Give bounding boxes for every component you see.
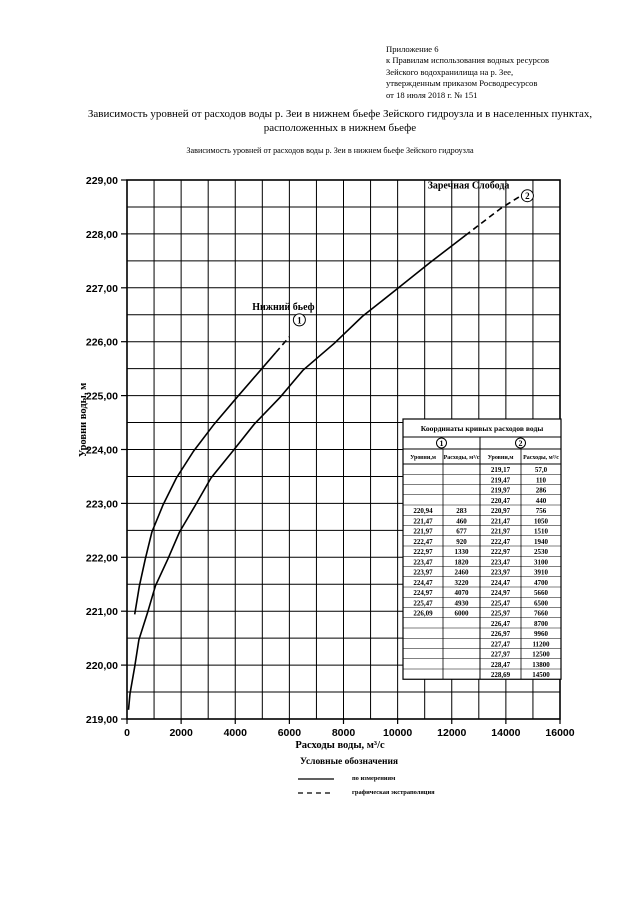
table-cell: 5660 bbox=[534, 589, 548, 597]
document-title-line: расположенных в нижнем бьефе bbox=[263, 121, 417, 134]
table-cell: 225,97 bbox=[490, 609, 511, 618]
table-cell: 221,47 bbox=[490, 517, 511, 526]
coordinate-table-title: Координаты кривых расходов воды bbox=[420, 424, 544, 433]
table-cell: 223,47 bbox=[413, 558, 433, 567]
appendix-line: от 18 июля 2018 г. № 151 bbox=[386, 89, 478, 100]
solid-line-swatch bbox=[298, 776, 338, 782]
table-cell: 6500 bbox=[534, 599, 548, 608]
table-cell: 2530 bbox=[534, 548, 548, 556]
table-cell: 4070 bbox=[454, 589, 469, 597]
curve-2-extrapolated bbox=[465, 197, 519, 236]
table-cell: 440 bbox=[535, 496, 547, 505]
table-cell: 226,97 bbox=[490, 630, 511, 638]
table-cell: 14500 bbox=[532, 671, 550, 679]
curve-1-measured bbox=[135, 353, 276, 615]
document-title-line: Зависимость уровней от расходов воды р. Зеи в нижнем бьефе Зейского гидроузла и в населенных пунктах, bbox=[87, 108, 593, 120]
table-cell: 920 bbox=[456, 537, 467, 546]
y-tick-label: 222,00 bbox=[85, 552, 118, 565]
table-header-cell: Расходы, м³/с bbox=[523, 455, 559, 461]
curve-1-annotation: Нижний бьеф bbox=[252, 301, 315, 313]
y-axis-label: Уровни воды, м bbox=[78, 382, 89, 458]
table-cell: 219,47 bbox=[490, 476, 511, 485]
table-cell: 110 bbox=[535, 476, 547, 485]
table-cell: 222,47 bbox=[413, 537, 433, 546]
x-tick-label: 4000 bbox=[223, 727, 247, 739]
table-cell: 1510 bbox=[534, 527, 548, 536]
y-tick-label: 227,00 bbox=[85, 282, 118, 295]
appendix-line: утвержденным приказом Росводресурсов bbox=[386, 78, 538, 89]
table-cell: 7660 bbox=[534, 609, 548, 618]
x-tick-label: 0 bbox=[124, 727, 130, 739]
x-tick-label: 14000 bbox=[491, 727, 521, 739]
table-cell: 223,47 bbox=[490, 558, 511, 567]
appendix-line: Зейского водохранилища на р. Зее, bbox=[386, 66, 514, 77]
table-cell: 227,97 bbox=[490, 650, 511, 659]
y-tick-label: 220,00 bbox=[85, 660, 118, 673]
table-cell: 4930 bbox=[454, 599, 469, 608]
x-tick-label: 10000 bbox=[383, 727, 413, 739]
marker-label-1: 1 bbox=[297, 315, 302, 326]
table-cell: 223,97 bbox=[490, 568, 511, 577]
x-tick-label: 16000 bbox=[545, 727, 575, 739]
y-tick-label: 226,00 bbox=[85, 336, 118, 349]
table-cell: 224,47 bbox=[413, 578, 433, 587]
table-cell: 221,97 bbox=[490, 527, 511, 536]
table-cell: 221,47 bbox=[413, 517, 433, 526]
y-tick-label: 219,00 bbox=[85, 714, 118, 726]
y-tick-label: 223,00 bbox=[85, 498, 118, 511]
y-tick-label: 224,00 bbox=[85, 444, 118, 457]
x-tick-label: 6000 bbox=[277, 727, 302, 739]
x-tick-label: 12000 bbox=[437, 727, 467, 739]
table-group-label: 2 bbox=[518, 439, 523, 448]
table-cell: 286 bbox=[535, 486, 547, 495]
table-cell: 222,97 bbox=[413, 548, 433, 556]
table-cell: 1050 bbox=[534, 517, 548, 526]
table-header-cell: Уровни,м bbox=[410, 455, 436, 461]
table-cell: 677 bbox=[456, 527, 467, 536]
curve-2-annotation: Заречная Слобода bbox=[427, 180, 510, 192]
table-group-label: 1 bbox=[439, 439, 444, 448]
x-axis-label: Расходы воды, м³/с bbox=[295, 740, 385, 751]
appendix-line: к Правилам использования водных ресурсов bbox=[386, 55, 550, 66]
legend-label: по измерениям bbox=[352, 775, 396, 782]
table-cell: 221,97 bbox=[413, 527, 433, 536]
table-cell: 228,69 bbox=[490, 671, 511, 679]
table-cell: 9960 bbox=[534, 630, 548, 638]
table-cell: 3100 bbox=[534, 558, 548, 567]
table-cell: 226,09 bbox=[413, 609, 433, 618]
table-cell: 460 bbox=[456, 517, 467, 526]
legend-item-measured bbox=[290, 773, 480, 787]
table-cell: 222,97 bbox=[490, 548, 511, 556]
table-cell: 3220 bbox=[454, 578, 469, 587]
y-tick-label: 228,00 bbox=[85, 228, 118, 241]
table-cell: 225,47 bbox=[490, 599, 511, 608]
table-cell: 219,17 bbox=[490, 466, 511, 474]
table-cell: 12500 bbox=[532, 650, 550, 659]
table-cell: 224,47 bbox=[490, 578, 511, 587]
appendix-line: Приложение 6 bbox=[386, 44, 439, 54]
table-cell: 6000 bbox=[454, 609, 469, 618]
y-tick-label: 221,00 bbox=[85, 606, 118, 619]
table-cell: 11200 bbox=[532, 640, 550, 649]
table-cell: 224,97 bbox=[490, 589, 511, 597]
table-cell: 1940 bbox=[534, 537, 548, 546]
table-cell: 8700 bbox=[534, 619, 548, 628]
table-cell: 3910 bbox=[534, 568, 548, 577]
x-tick-label: 2000 bbox=[169, 727, 193, 739]
table-cell: 220,47 bbox=[490, 496, 511, 505]
table-cell: 4700 bbox=[534, 578, 548, 587]
table-cell: 13800 bbox=[532, 660, 550, 669]
table-cell: 227,47 bbox=[490, 640, 511, 649]
table-cell: 228,47 bbox=[490, 660, 511, 669]
table-cell: 220,94 bbox=[413, 507, 433, 515]
y-tick-label: 225,00 bbox=[85, 390, 118, 403]
table-cell: 222,47 bbox=[490, 537, 511, 546]
table-header-cell: Уровни,м bbox=[487, 455, 514, 461]
table-cell: 756 bbox=[535, 507, 547, 515]
x-tick-label: 8000 bbox=[331, 727, 356, 739]
table-cell: 2460 bbox=[454, 568, 469, 577]
chart-title: Зависимость уровней от расходов воды р. Зеи в нижнем бьефе Зейского гидроузла bbox=[186, 146, 474, 155]
dashed-line-swatch bbox=[298, 790, 338, 796]
table-cell: 219,97 bbox=[490, 486, 511, 495]
table-cell: 220,97 bbox=[490, 507, 511, 515]
table-cell: 283 bbox=[456, 507, 467, 515]
curve-1-extrapolated bbox=[276, 337, 290, 353]
legend-label: графическая экстраполяция bbox=[352, 789, 435, 796]
table-header-cell: Расходы, м³/с bbox=[443, 455, 480, 461]
marker-label-2: 2 bbox=[525, 191, 530, 202]
table-cell: 224,97 bbox=[413, 589, 433, 597]
legend bbox=[290, 757, 480, 801]
legend-item-extrapolated bbox=[290, 787, 480, 801]
table-cell: 57,0 bbox=[534, 466, 548, 474]
legend-title: Условные обозначения bbox=[300, 757, 399, 767]
table-cell: 1820 bbox=[454, 558, 469, 567]
table-cell: 226,47 bbox=[490, 619, 511, 628]
table-cell: 225,47 bbox=[413, 599, 433, 608]
y-tick-label: 229,00 bbox=[85, 175, 118, 187]
table-cell: 223,97 bbox=[413, 568, 433, 577]
table-cell: 1330 bbox=[454, 548, 469, 556]
